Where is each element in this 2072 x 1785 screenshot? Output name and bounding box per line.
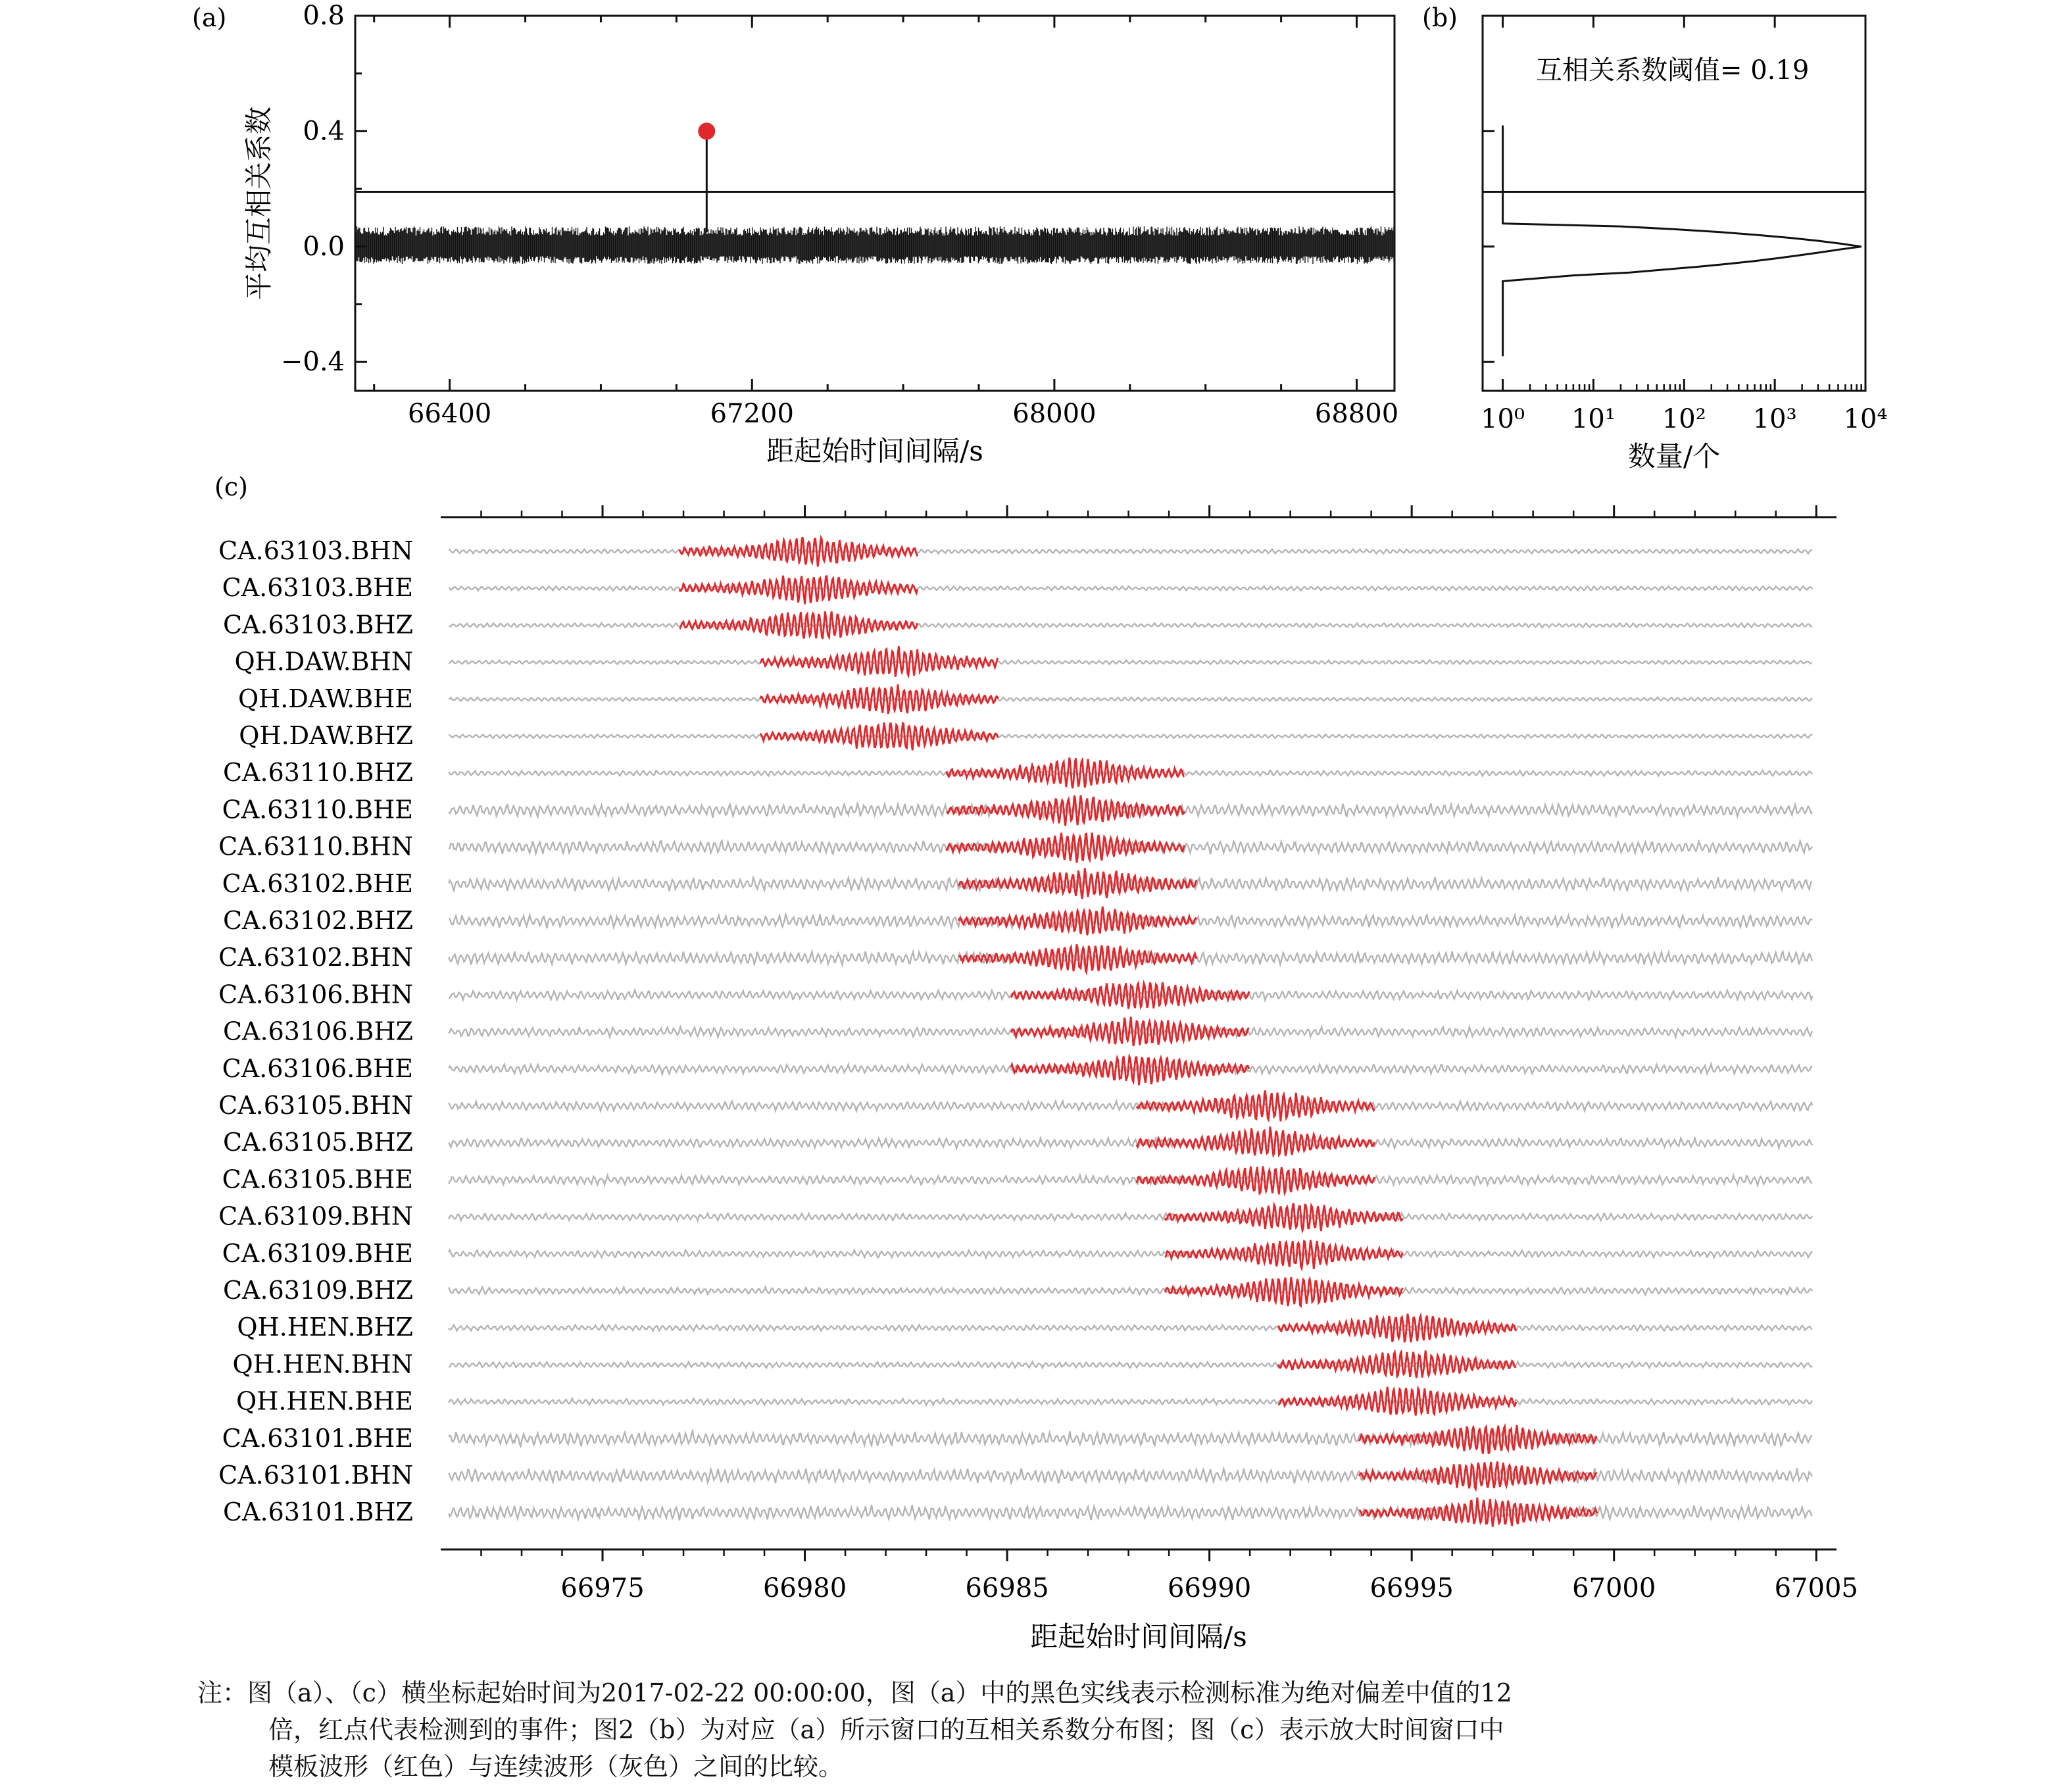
trace-label: CA.63102.BHE bbox=[222, 868, 413, 898]
trace-label: CA.63103.BHZ bbox=[222, 610, 413, 640]
trace-label: CA.63101.BHN bbox=[218, 1461, 413, 1490]
template-waveform bbox=[679, 611, 918, 639]
trace-label: QH.DAW.BHE bbox=[237, 684, 413, 713]
panel-c-xtick-label: 66975 bbox=[560, 1573, 645, 1603]
continuous-waveform bbox=[449, 623, 1812, 628]
panel-c bbox=[214, 472, 1858, 1653]
template-waveform bbox=[1165, 1240, 1403, 1269]
trace-label: CA.63110.BHN bbox=[218, 832, 413, 861]
panel-c-xlabel: 距起始时间间隔/s bbox=[1030, 1621, 1247, 1653]
panel-c-xtick-label: 66990 bbox=[1168, 1573, 1252, 1603]
panel-a-xtick-label: 67200 bbox=[710, 399, 794, 429]
trace-label: CA.63105.BHZ bbox=[222, 1128, 413, 1157]
continuous-waveform bbox=[449, 1138, 1812, 1149]
template-waveform bbox=[1165, 1277, 1403, 1306]
continuous-waveform bbox=[449, 915, 1812, 928]
continuous-waveform bbox=[449, 697, 1812, 701]
continuous-waveform bbox=[449, 1101, 1812, 1111]
panel-c-xtick-label: 67005 bbox=[1774, 1573, 1858, 1603]
continuous-waveform bbox=[449, 1431, 1812, 1446]
continuous-waveform bbox=[449, 734, 1812, 738]
panel-a-xtick-label: 66400 bbox=[408, 399, 492, 429]
trace-label: CA.63109.BHZ bbox=[222, 1276, 413, 1305]
panel-a-ytick-label: −0.4 bbox=[280, 347, 345, 378]
note-line-1: 注：图（a）、（c）横坐标起始时间为2017-02-22 00:00:00，图（a）中的黑色实线表示检测标准为绝对偏差中值的12 bbox=[197, 1678, 1512, 1707]
trace-label: CA.63103.BHE bbox=[222, 573, 413, 603]
trace-label: CA.63102.BHN bbox=[218, 943, 413, 972]
panel-a-xtick-label: 68800 bbox=[1314, 399, 1399, 429]
trace-label: QH.HEN.BHE bbox=[236, 1386, 413, 1416]
panel-b-xtick-label: 10³ bbox=[1752, 404, 1797, 434]
continuous-waveform bbox=[449, 1213, 1812, 1221]
panel-c-xtick-label: 66980 bbox=[762, 1573, 847, 1603]
note-line-3: 模板波形（红色）与连续波形（灰色）之间的比较。 bbox=[268, 1752, 844, 1781]
template-waveform bbox=[760, 722, 999, 751]
continuous-waveform bbox=[449, 1468, 1812, 1483]
trace-label: CA.63110.BHZ bbox=[222, 758, 413, 788]
panel-b-xtick-label: 10⁰ bbox=[1481, 404, 1525, 434]
panel-b bbox=[1422, 3, 1887, 472]
continuous-waveform bbox=[449, 1175, 1812, 1185]
trace-label: CA.63105.BHE bbox=[222, 1165, 413, 1194]
template-waveform bbox=[1278, 1314, 1516, 1342]
panel-b-xlabel: 数量/个 bbox=[1627, 440, 1721, 472]
panel-c-label: (c) bbox=[214, 472, 248, 501]
continuous-waveform bbox=[449, 1250, 1812, 1258]
panel-a-label: (a) bbox=[192, 3, 227, 32]
panel-b-label: (b) bbox=[1422, 3, 1458, 32]
trace-label: CA.63106.BHZ bbox=[222, 1017, 413, 1046]
trace-label: CA.63109.BHN bbox=[218, 1201, 413, 1231]
panel-c-xtick-label: 66985 bbox=[965, 1573, 1049, 1603]
panel-a-ytick-label: 0.8 bbox=[303, 1, 345, 31]
panel-a bbox=[192, 1, 1398, 467]
continuous-waveform bbox=[449, 1324, 1812, 1330]
continuous-waveform bbox=[449, 1505, 1812, 1521]
trace-label: QH.DAW.BHN bbox=[234, 647, 413, 676]
panel-b-histogram-curve bbox=[1503, 126, 1862, 357]
panel-a-detection-point bbox=[698, 122, 715, 139]
trace-label: QH.HEN.BHN bbox=[232, 1349, 413, 1379]
trace-label: QH.DAW.BHZ bbox=[239, 721, 413, 750]
template-waveform bbox=[1137, 1167, 1375, 1195]
trace-label: CA.63110.BHE bbox=[222, 795, 413, 824]
template-waveform bbox=[1359, 1425, 1597, 1454]
continuous-waveform bbox=[449, 586, 1812, 591]
trace-label: CA.63105.BHN bbox=[218, 1091, 413, 1120]
panel-a-noise-path bbox=[356, 226, 1394, 264]
panel-a-xtick-label: 68000 bbox=[1012, 399, 1097, 429]
template-waveform bbox=[1011, 982, 1249, 1009]
continuous-waveform bbox=[449, 1027, 1812, 1037]
panel-a-noise-trace bbox=[356, 226, 1394, 264]
trace-label: CA.63106.BHN bbox=[218, 980, 413, 1009]
trace-label: CA.63102.BHZ bbox=[222, 906, 413, 935]
panel-c-traces bbox=[218, 536, 1812, 1527]
panel-a-ytick-label: 0.4 bbox=[303, 116, 345, 147]
trace-label: CA.63103.BHN bbox=[218, 536, 413, 565]
panel-a-frame bbox=[355, 16, 1394, 391]
continuous-waveform bbox=[449, 1399, 1812, 1405]
trace-label: CA.63101.BHE bbox=[222, 1423, 413, 1453]
panel-b-annotation: 互相关系数阈值= 0.19 bbox=[1536, 55, 1810, 86]
panel-a-ytick-label: 0.0 bbox=[303, 231, 345, 262]
continuous-waveform bbox=[449, 1362, 1812, 1369]
trace-label: CA.63101.BHZ bbox=[222, 1497, 413, 1527]
panel-a-ylabel: 平均互相关系数 bbox=[243, 106, 275, 301]
trace-label: QH.HEN.BHZ bbox=[237, 1313, 413, 1342]
panel-a-ticks bbox=[281, 1, 1398, 429]
continuous-waveform bbox=[449, 661, 1812, 665]
continuous-waveform bbox=[449, 549, 1812, 554]
continuous-waveform bbox=[449, 1287, 1812, 1295]
panel-b-xtick-label: 10⁴ bbox=[1843, 404, 1888, 434]
panel-b-xtick-label: 10² bbox=[1662, 404, 1706, 434]
panel-a-xlabel: 距起始时间间隔/s bbox=[766, 435, 983, 467]
trace-label: CA.63106.BHE bbox=[222, 1053, 413, 1083]
figure-note bbox=[197, 1674, 1855, 1785]
panel-b-xtick-label: 10¹ bbox=[1571, 404, 1616, 434]
trace-label: CA.63109.BHE bbox=[222, 1238, 413, 1268]
panel-c-xtick-label: 67000 bbox=[1572, 1573, 1656, 1603]
panel-c-xtick-label: 66995 bbox=[1369, 1573, 1454, 1603]
note-line-2: 倍，红点代表检测到的事件；图2（b）为对应（a）所示窗口的互相关系数分布图；图（c）表示放大时间窗口中 bbox=[268, 1715, 1504, 1744]
template-waveform bbox=[958, 868, 1196, 899]
